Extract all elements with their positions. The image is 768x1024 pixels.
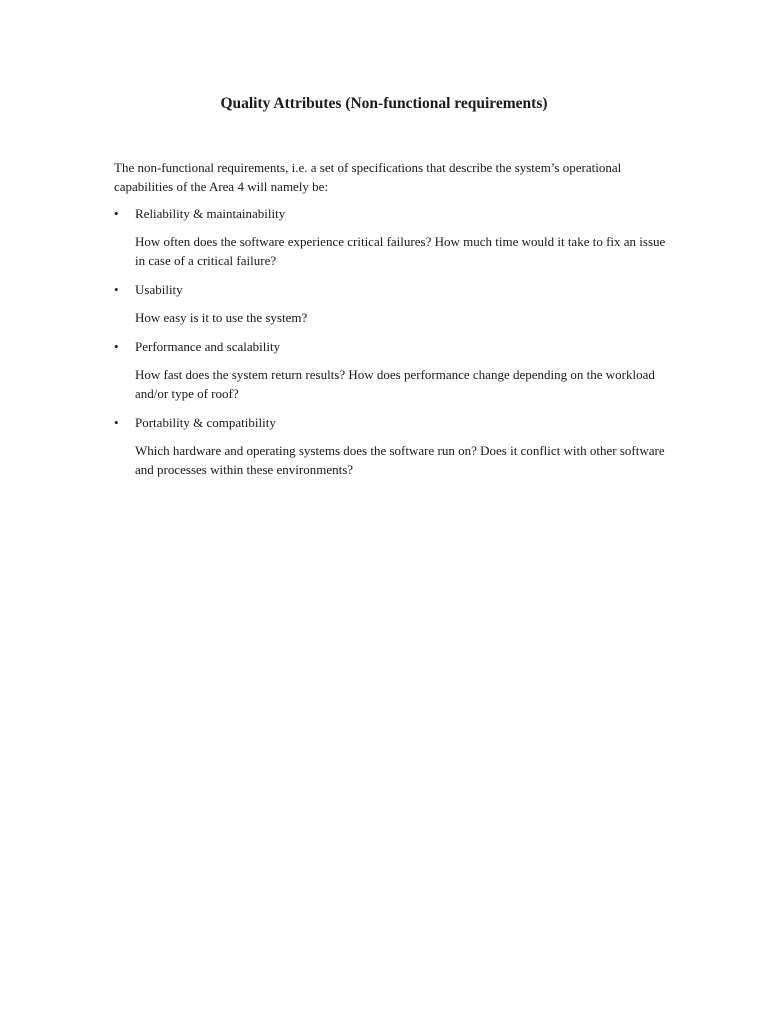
list-item-description: How easy is it to use the system? <box>135 310 308 325</box>
list-item-description: How often does the software experience critical failures? How much time would it take to fix an issue in case of a critical failure? <box>135 234 666 268</box>
list-item-description: Which hardware and operating systems does the software run on? Does it conflict with other software and processes within these environments? <box>135 443 665 477</box>
list-item-label: Performance and scalability <box>135 339 281 354</box>
list-item-usability <box>114 280 674 327</box>
list-item-description: How fast does the system return results? How does performance change depending on the workload and/or type of roof? <box>135 367 655 401</box>
bullet-icon: • <box>114 339 119 354</box>
list-item-label: Reliability & maintainability <box>135 206 286 221</box>
requirements-list <box>114 204 674 489</box>
list-item-portability <box>114 413 674 479</box>
list-item-label: Portability & compatibility <box>135 415 276 430</box>
list-item-performance <box>114 337 674 403</box>
bullet-icon: • <box>114 206 119 221</box>
intro-paragraph: The non-functional requirements, i.e. a set of specifications that describe the system’s operational capabilities of the Area 4 will namely be: <box>114 160 622 194</box>
bullet-icon: • <box>114 282 119 297</box>
list-item-reliability <box>114 204 674 270</box>
list-item-label: Usability <box>135 282 183 297</box>
bullet-icon: • <box>114 415 119 430</box>
document-title: Quality Attributes (Non-functional requirements) <box>220 95 548 112</box>
